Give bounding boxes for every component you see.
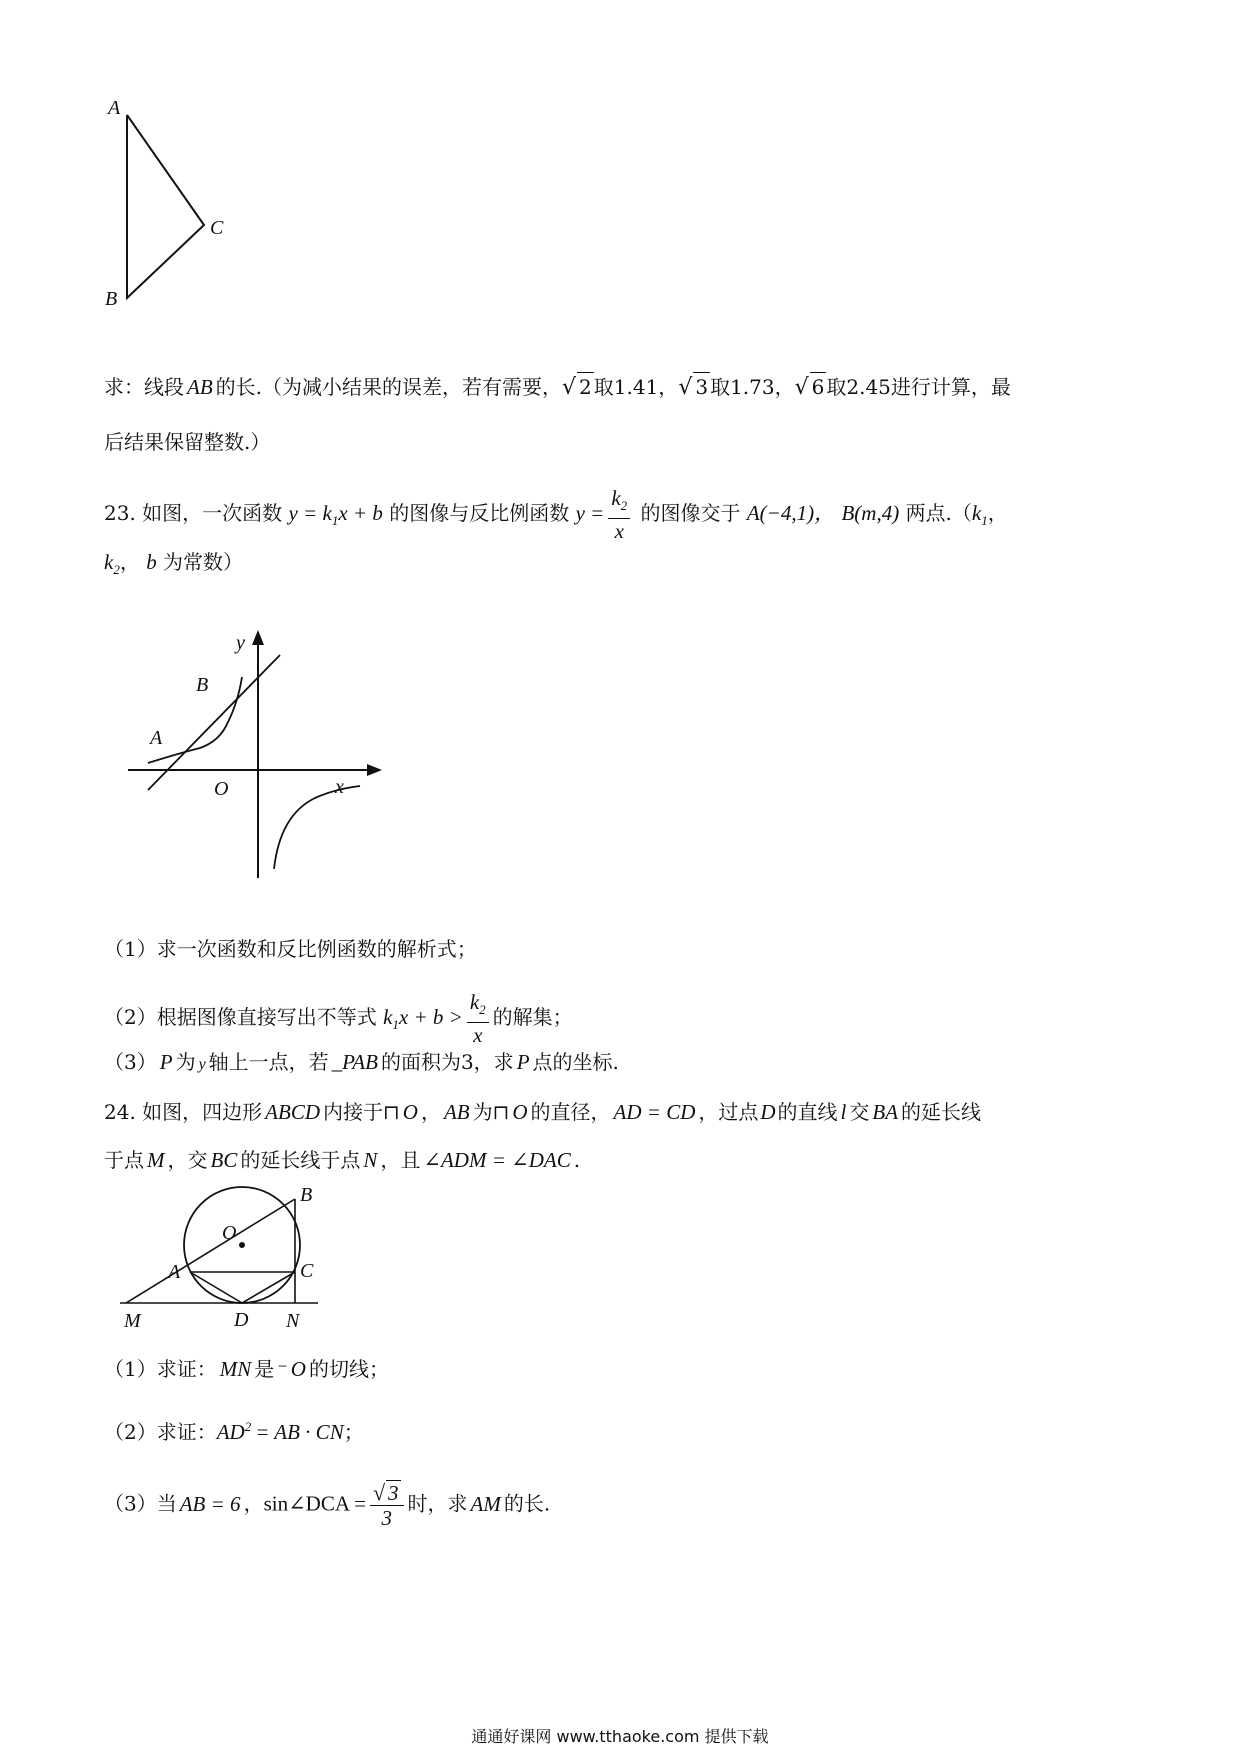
segment-dc (242, 1272, 295, 1303)
q24-part-1: （1）求证： MN 是 ⁻ O 的切线； (104, 1357, 389, 1381)
label-d: D (234, 1309, 249, 1331)
page-footer: 通通好课网 www.tthaoke.com 提供下载 (471, 1727, 769, 1746)
x-axis-arrow (367, 764, 382, 776)
label-c: C (210, 217, 224, 239)
label-c: C (300, 1260, 314, 1282)
triangle-figure (100, 90, 260, 340)
q23-part-2: （2）根据图像直接写出不等式 $k_1x + b$ > $\frac{k_2}{x}$ 的解集； (104, 990, 573, 1048)
label-x: x (335, 776, 344, 798)
q23-graph (120, 625, 400, 885)
label-m: M (124, 1310, 141, 1332)
q23-line-2: $k_2$， b 为常数） (104, 550, 244, 578)
q24-line-2: 于点 M ，交 BC 的延长线于点 N ，且 ∠ADM = ∠DAC . (104, 1148, 581, 1172)
label-o: O (222, 1222, 237, 1244)
q23-line-1: 23. 如图，一次函数 $y = k_1x + b$ 的图像与反比例函数 y = $\frac{k_2}{x}$ 的图像交于 A(−4,1)， B(m,4) 两点$.(k_1$， (104, 486, 1008, 544)
q23-p2-fraction: $\frac{k_2}{x}$ (467, 990, 489, 1047)
triangle-abc (127, 115, 204, 298)
segment-ad (190, 1272, 242, 1303)
label-a: A (168, 1261, 181, 1283)
label-origin: O (214, 778, 229, 800)
q22-line-2: 后结果保留整数.） (104, 430, 271, 454)
q23-fraction: $\frac{k_2}{x}$ (608, 486, 630, 543)
y-axis-arrow (252, 630, 264, 645)
hyperbola-branch-left (148, 677, 242, 763)
q24-circle-figure (110, 1185, 330, 1335)
q23-part-3: （3） P 为 y 轴上一点，若 _PAB 的面积为3，求 P 点的坐标. (104, 1050, 619, 1074)
q22-line-1: 求：线段 AB 的长.（为减小结果的误差，若有需要，√ 2 取1.41，√ 3 取1.73，√ 6 取2.45进行计算，最 (104, 372, 1011, 402)
q24-part-2: （2）求证：$AD^2$ = AB · CN； (104, 1419, 364, 1444)
hyperbola-branch-right (274, 786, 360, 869)
label-point-b: B (196, 674, 209, 696)
label-point-a: A (150, 727, 163, 749)
label-a: A (108, 97, 121, 119)
q24-part-3: （3）当 AB = 6 ，sin∠DCA = $\frac{√ 3}{3}$ 时，求 AM 的长. (104, 1480, 551, 1530)
center-point-o (239, 1242, 245, 1248)
label-y: y (236, 632, 245, 654)
label-n: N (286, 1310, 300, 1332)
q24-line-1: 24. 如图，四边形 ABCD 内接于⊓ O ， AB 为⊓ O 的直径， AD = CD ，过点D 的直线 l 交 BA 的延长线 (104, 1100, 982, 1124)
label-b: B (105, 288, 118, 310)
label-b: B (300, 1185, 313, 1206)
q24-p3-fraction: $\frac{√ 3}{3}$ (370, 1480, 404, 1530)
q23-part-1: （1）求一次函数和反比例函数的解析式； (104, 937, 477, 961)
